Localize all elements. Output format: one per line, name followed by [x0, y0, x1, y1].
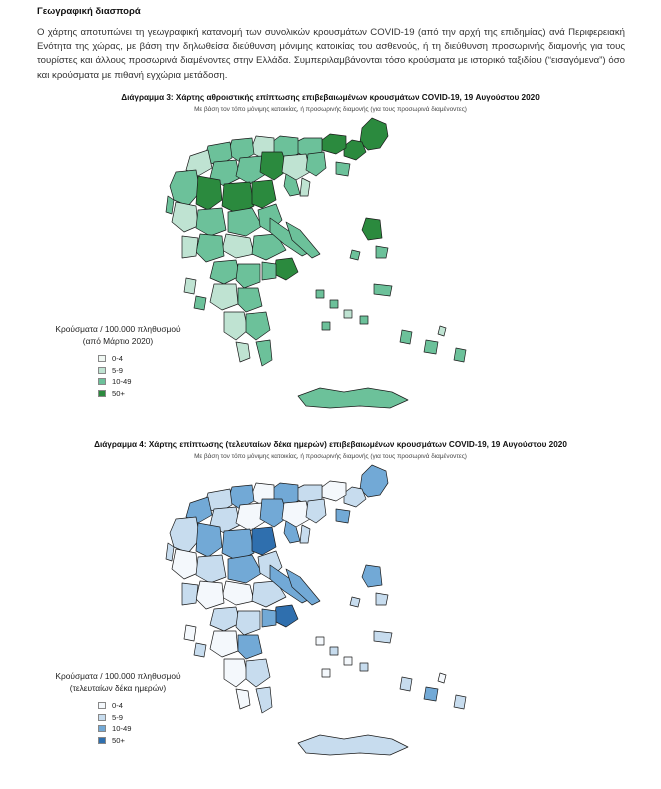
regional-unit: [246, 312, 270, 340]
regional-unit: [330, 300, 338, 308]
regional-unit: [222, 581, 254, 605]
regional-unit: [196, 208, 226, 236]
legend-swatch: [98, 355, 106, 362]
regional-unit: [182, 236, 198, 258]
diagram-4-title: Διάγραμμα 4: Χάρτης επίπτωσης (τελευταίων δέκα ημερών) επιβεβαιωμένων κρουσμάτων COVID-19, 19 Αυγούστου 2020: [94, 440, 567, 449]
regional-unit: [194, 296, 206, 310]
regional-unit: [400, 677, 412, 691]
regional-unit: [438, 673, 446, 683]
regional-unit: [236, 689, 250, 709]
regional-unit: [336, 162, 350, 176]
regional-unit: [210, 607, 240, 631]
regional-unit: [298, 735, 408, 755]
regional-unit: [360, 663, 368, 671]
legend-item: 10-49: [98, 723, 193, 735]
diagram-3-title: Διάγραμμα 3: Χάρτης αθροιστικής επίπτωσης επιβεβαιωμένων κρουσμάτων COVID-19, 19 Αυγούστου 2020: [121, 93, 540, 102]
regional-unit: [316, 290, 324, 298]
regional-unit: [330, 647, 338, 655]
regional-unit: [274, 258, 298, 280]
legend-item: 0-4: [98, 700, 193, 712]
regional-unit: [228, 208, 262, 236]
regional-unit: [196, 234, 224, 262]
intro-paragraph: Ο χάρτης αποτυπώνει τη γεωγραφική κατανομή των συνολικών κρουσμάτων COVID-19 (από την αρχή της επιδημίας) ανά Περιφερειακή Ενότητα της χώρας, με βάση την δηλωθείσα διεύθυνση μόνιμης κατοικίας του ασθενούς, ή τη διεύθυνση προσωρινής διαμονής για τους τουρίστες και άλλους προσωρινά διαμένοντες στην Ελλάδα. Συμπεριλαμβάνονται τόσο κρούσματα με ιστορικό ταξιδίου (“εισαγόμενα”) όσο και κρούσματα με πιθανή εγχώρια μετάδοση.: [37, 27, 625, 81]
regional-unit: [210, 284, 238, 310]
regional-unit: [438, 326, 446, 336]
regional-unit: [336, 509, 350, 523]
diagram-4-subtitle: Με βάση τον τόπο μόνιμης κατοικίας, ή προσωρινής διαμονής (για τους προσωρινά διαμένοντες): [194, 453, 467, 460]
regional-unit: [360, 118, 388, 150]
regional-unit: [196, 523, 222, 557]
regional-unit: [196, 176, 222, 210]
regional-unit: [252, 527, 276, 555]
legend-swatch: [98, 714, 106, 721]
regional-unit: [350, 250, 360, 260]
regional-unit: [236, 264, 260, 288]
section-title: Γεωγραφική διασπορά: [37, 6, 141, 17]
regional-unit: [196, 581, 224, 609]
regional-unit: [362, 565, 382, 587]
legend-item: 0-4: [98, 353, 193, 365]
legend-item: 50+: [98, 735, 193, 747]
map-3-legend: [43, 323, 193, 399]
legend-swatch: [98, 725, 106, 732]
regional-unit: [170, 517, 200, 553]
regional-unit: [300, 178, 310, 196]
diagram-3-subtitle: Με βάση τον τόπο μόνιμης κατοικίας, ή προσωρινής διαμονής (για τους προσωρινά διαμένοντες): [194, 106, 467, 113]
regional-unit: [322, 481, 346, 501]
regional-unit: [316, 637, 324, 645]
regional-unit: [344, 140, 366, 160]
regional-unit: [374, 284, 392, 296]
regional-unit: [210, 260, 240, 284]
regional-unit: [350, 597, 360, 607]
legend-item: 50+: [98, 388, 193, 400]
regional-unit: [224, 312, 248, 340]
regional-unit: [454, 348, 466, 362]
regional-unit: [182, 583, 198, 605]
regional-unit: [184, 625, 196, 641]
regional-unit: [362, 218, 382, 240]
regional-unit: [374, 631, 392, 643]
regional-unit: [238, 635, 262, 659]
regional-unit: [172, 549, 198, 579]
regional-unit: [224, 659, 248, 687]
regional-unit: [166, 543, 174, 561]
regional-unit: [184, 278, 196, 294]
regional-unit: [262, 609, 276, 627]
regional-unit: [360, 465, 388, 497]
regional-unit: [376, 593, 388, 605]
regional-unit: [262, 262, 276, 280]
legend-swatch: [98, 702, 106, 709]
regional-unit: [236, 611, 260, 635]
legend-swatch: [98, 737, 106, 744]
regional-unit: [300, 525, 310, 543]
regional-unit: [274, 605, 298, 627]
regional-unit: [170, 170, 200, 206]
legend-item: 10-49: [98, 376, 193, 388]
legend-item: 5-9: [98, 712, 193, 724]
regional-unit: [322, 669, 330, 677]
regional-unit: [252, 180, 276, 208]
regional-unit: [196, 555, 226, 583]
legend-swatch: [98, 367, 106, 374]
regional-unit: [166, 196, 174, 214]
regional-unit: [454, 695, 466, 709]
regional-unit: [360, 316, 368, 324]
regional-unit: [424, 687, 438, 701]
regional-unit: [222, 234, 254, 258]
regional-unit: [344, 310, 352, 318]
legend-swatch: [98, 378, 106, 385]
regional-unit: [400, 330, 412, 344]
regional-unit: [228, 555, 262, 583]
legend-title: Κρούσματα / 100.000 πληθυσμού (τελευταίων δέκα ημερών): [55, 671, 181, 693]
regional-unit: [344, 657, 352, 665]
regional-unit: [256, 340, 272, 366]
regional-unit: [322, 322, 330, 330]
regional-unit: [298, 388, 408, 408]
regional-unit: [424, 340, 438, 354]
regional-unit: [322, 134, 346, 154]
regional-unit: [236, 342, 250, 362]
legend-title: Κρούσματα / 100.000 πληθυσμού (από Μάρτιο 2020): [55, 324, 181, 346]
legend-swatch: [98, 390, 106, 397]
regional-unit: [210, 631, 238, 657]
regional-unit: [344, 487, 366, 507]
regional-unit: [238, 288, 262, 312]
regional-unit: [194, 643, 206, 657]
legend-item: 5-9: [98, 365, 193, 377]
regional-unit: [246, 659, 270, 687]
regional-unit: [256, 687, 272, 713]
regional-unit: [172, 202, 198, 232]
regional-unit: [376, 246, 388, 258]
map-4-legend: [43, 670, 193, 746]
